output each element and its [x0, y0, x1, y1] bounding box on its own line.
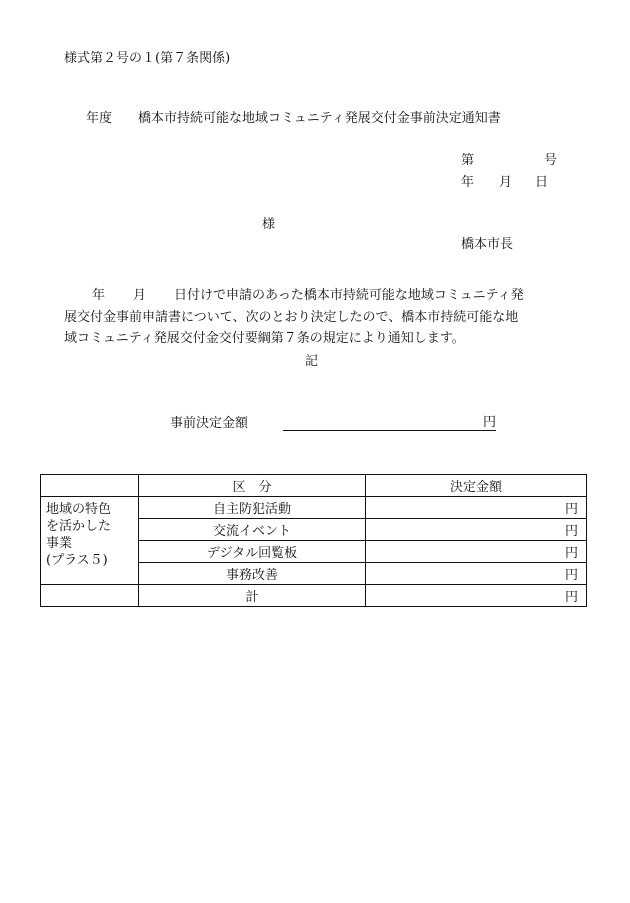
title-text: 橋本市持続可能な地域コミュニティ発展交付金事前決定通知書 — [138, 111, 501, 126]
summary-table — [40, 474, 587, 607]
issuer: 橋本市長 — [461, 237, 514, 252]
group-label-line: を活かした — [46, 519, 112, 534]
ki-mark: 記 — [305, 354, 319, 369]
body-month: 月 — [133, 288, 147, 303]
row-item: デジタル回覧板 — [139, 541, 366, 563]
table-header-blank — [41, 475, 139, 497]
body-line-3: 域コミュニティ発展交付金交付要綱第７条の規定により通知します。 — [64, 331, 465, 346]
table-row — [41, 497, 587, 519]
row-amount-unit: 円 — [366, 541, 587, 563]
amount-field — [283, 414, 496, 431]
row-item: 交流イベント — [139, 519, 366, 541]
group-label-line: 地域の特色 — [46, 502, 112, 517]
addressee-honorific: 様 — [262, 217, 276, 232]
total-label: 計 — [139, 585, 366, 607]
table-header-row — [41, 475, 587, 497]
group-label-line: (プラス５) — [46, 553, 108, 568]
table-header-category: 区 分 — [139, 475, 366, 497]
document-number — [461, 154, 557, 167]
total-blank — [41, 585, 139, 607]
row-amount-unit: 円 — [366, 563, 587, 585]
group-label-cell — [41, 497, 139, 585]
row-item: 自主防犯活動 — [139, 497, 366, 519]
date-year: 年 — [461, 175, 475, 190]
amount-label: 事前決定金額 — [170, 416, 249, 431]
body-line-2: 展交付金事前申請書について、次のとおり決定したので、橋本市持続可能な地 — [64, 309, 519, 325]
form-number: 様式第２号の１(第７条関係) — [64, 51, 231, 66]
document-title — [86, 112, 501, 125]
row-amount-unit: 円 — [366, 497, 587, 519]
number-suffix: 号 — [544, 153, 558, 168]
document-date — [461, 176, 548, 189]
body-line-1-rest: 日付けで申請のあった橋本市持続可能な地域コミュニティ発 — [174, 288, 524, 303]
table-total-row — [41, 585, 587, 607]
date-day: 日 — [535, 175, 549, 190]
amount-unit: 円 — [482, 415, 496, 430]
body-year: 年 — [92, 288, 106, 303]
table-header-amount: 決定金額 — [366, 475, 587, 497]
number-prefix: 第 — [461, 153, 475, 168]
date-month: 月 — [499, 175, 513, 190]
body-line-1 — [64, 285, 562, 307]
row-item: 事務改善 — [139, 563, 366, 585]
group-label-line: 事業 — [46, 536, 73, 551]
body-paragraph — [64, 285, 562, 350]
total-amount-unit: 円 — [366, 585, 587, 607]
row-amount-unit: 円 — [366, 519, 587, 541]
title-year-label: 年度 — [86, 111, 113, 126]
